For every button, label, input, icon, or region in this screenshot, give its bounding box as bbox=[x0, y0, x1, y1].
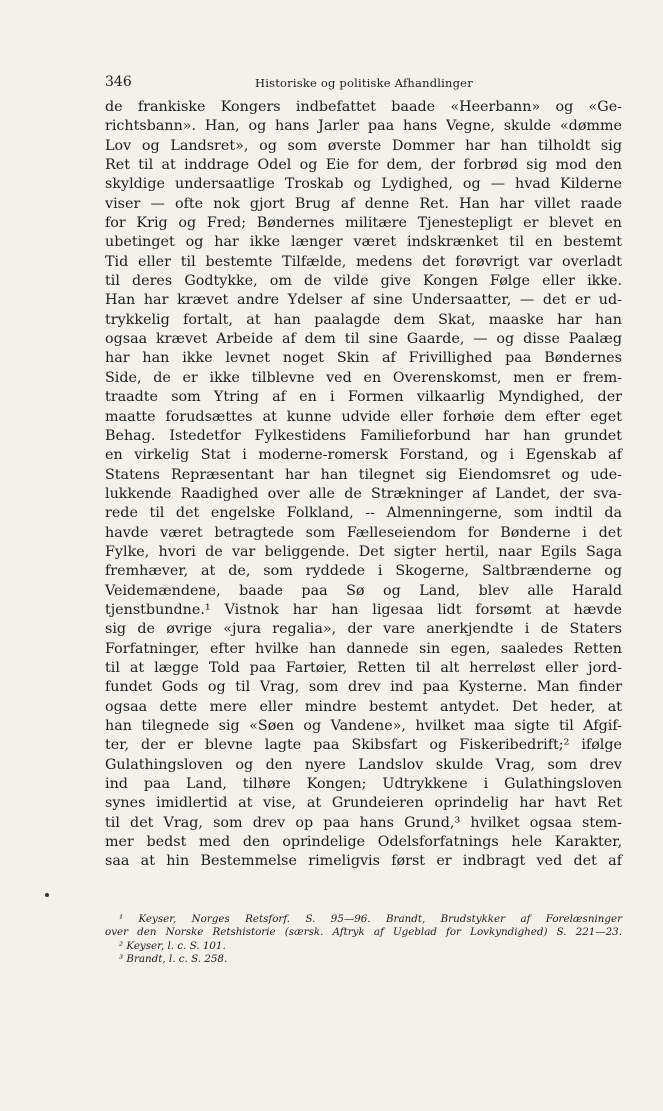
text-line: Gulathingsloven og den nyere Landslov skulde Vrag, som drev bbox=[105, 756, 622, 773]
text-line: fundet Gods og til Vrag, som drev ind paa Kysterne. Man finder bbox=[105, 679, 622, 696]
text-line: har han ikke levnet noget Skin af Frivillighed paa Bøndernes bbox=[105, 350, 622, 367]
text-line: ind paa Land, tilhøre Kongen; Udtrykkene i Gulathingsloven bbox=[105, 776, 622, 793]
text-line: ter, der er blevne lagte paa Skibsfart og Fiskeribedrift;² ifølge bbox=[105, 737, 622, 754]
text-line: traadte som Ytring af en i Formen vilkaarlig Myndighed, der bbox=[105, 389, 622, 406]
text-line: maatte forudsættes at kunne udvide eller forhøie dem efter eget bbox=[105, 408, 622, 425]
text-line: ogsaa dette mere eller mindre bestemt antydet. Det heder, at bbox=[105, 698, 622, 715]
text-line: saa at hin Bestemmelse rimeligvis først er indbragt ved det af bbox=[105, 853, 622, 870]
text-line: Veidemændene, baade paa Sø og Land, blev alle Harald bbox=[105, 582, 622, 599]
text-line: til deres Godtykke, om de vilde give Kongen Følge eller ikke. bbox=[105, 273, 622, 290]
text-line: til det Vrag, som drev op paa hans Grund,³ hvilket ogsaa stem- bbox=[105, 814, 622, 831]
footnote-line: ³ Brandt, l. c. S. 258. bbox=[119, 952, 228, 965]
footnotes bbox=[105, 913, 622, 966]
text-line: lukkende Raadighed over alle de Strækninger af Landet, der sva- bbox=[105, 485, 622, 502]
text-line: Lov og Landsret», og som øverste Dommer har han tilholdt sig bbox=[105, 137, 622, 154]
text-line: viser — ofte nok gjort Brug af denne Ret. Han har villet raade bbox=[105, 195, 622, 212]
text-line: fremhæver, at de, som ryddede i Skogerne, Saltbrænderne og bbox=[105, 563, 622, 580]
text-line: de frankiske Kongers indbefattet baade «Heerbann» og «Ge- bbox=[105, 99, 622, 115]
footnote-line: over den Norske Retshistorie (særsk. Aftryk af Ugeblad for Lovkyndighed) S. 221—23. bbox=[105, 926, 622, 939]
margin-dot bbox=[45, 893, 49, 897]
text-line: Han har krævet andre Ydelser af sine Undersaatter, — det er ud- bbox=[105, 292, 622, 309]
body-text bbox=[105, 98, 622, 872]
text-line: ogsaa krævet Arbeide af dem til sine Gaarde, — og disse Paalæg bbox=[105, 331, 622, 348]
text-line: mer bedst med den oprindelige Odelsforfatnings hele Karakter, bbox=[105, 834, 622, 851]
text-line: sig de øvrige «jura regalia», der vare anerkjendte i de Staters bbox=[105, 621, 622, 638]
text-line: Behag. Istedetfor Fylkestidens Familieforbund har han grundet bbox=[105, 427, 622, 444]
text-line: trykkelig fortalt, at han paalagde dem Skat, maaske har han bbox=[105, 311, 622, 328]
text-line: Side, de er ikke tilblevne ved en Overenskomst, men er frem- bbox=[105, 369, 622, 386]
page-header bbox=[105, 74, 625, 94]
text-line: skyldige undersaatlige Troskab og Lydighed, og — hvad Kilderne bbox=[105, 176, 622, 193]
text-line: Fylke, hvori de var beliggende. Det sigter hertil, naar Egils Saga bbox=[105, 543, 622, 560]
footnote-line: ² Keyser, l. c. S. 101. bbox=[119, 939, 226, 952]
text-line: havde været betragtede som Fælleseiendom for Bønderne i det bbox=[105, 524, 622, 541]
text-line: Tid eller til bestemte Tilfælde, medens det forøvrigt var overladt bbox=[105, 253, 622, 270]
running-title: Historiske og politiske Afhandlinger bbox=[255, 76, 473, 90]
text-line: Ret til at inddrage Odel og Eie for dem, der forbrød sig mod den bbox=[105, 157, 622, 174]
text-line: Forfatninger, efter hvilke han dannede sin egen, saaledes Retten bbox=[105, 640, 622, 657]
text-line: tjenstbundne.¹ Vistnok har han ligesaa lidt forsømt at hævde bbox=[105, 601, 622, 618]
text-line: en virkelig Stat i moderne-romersk Forstand, og i Egenskab af bbox=[105, 447, 622, 464]
page-number: 346 bbox=[105, 74, 132, 90]
text-line: rede til det engelske Folkland, -- Almenningerne, som indtil da bbox=[105, 505, 622, 522]
footnote-line: ¹ Keyser, Norges Retsforf. S. 95—96. Brandt, Brudstykker af Forelæsninger bbox=[119, 913, 622, 925]
text-line: synes imidlertid at vise, at Grundeieren oprindelig har havt Ret bbox=[105, 795, 622, 812]
text-line: til at lægge Told paa Fartøier, Retten til alt herreløst eller jord- bbox=[105, 659, 622, 676]
text-line: richtsbann». Han, og hans Jarler paa hans Vegne, skulde «dømme bbox=[105, 118, 622, 135]
text-line: Statens Repræsentant har han tilegnet sig Eiendomsret og ude- bbox=[105, 466, 622, 483]
text-line: ubetinget og har ikke længer været indskrænket til en bestemt bbox=[105, 234, 622, 251]
text-line: for Krig og Fred; Bøndernes militære Tjenestepligt er blevet en bbox=[105, 215, 622, 232]
text-line: han tilegnede sig «Søen og Vandene», hvilket maa sigte til Afgif- bbox=[105, 718, 622, 734]
